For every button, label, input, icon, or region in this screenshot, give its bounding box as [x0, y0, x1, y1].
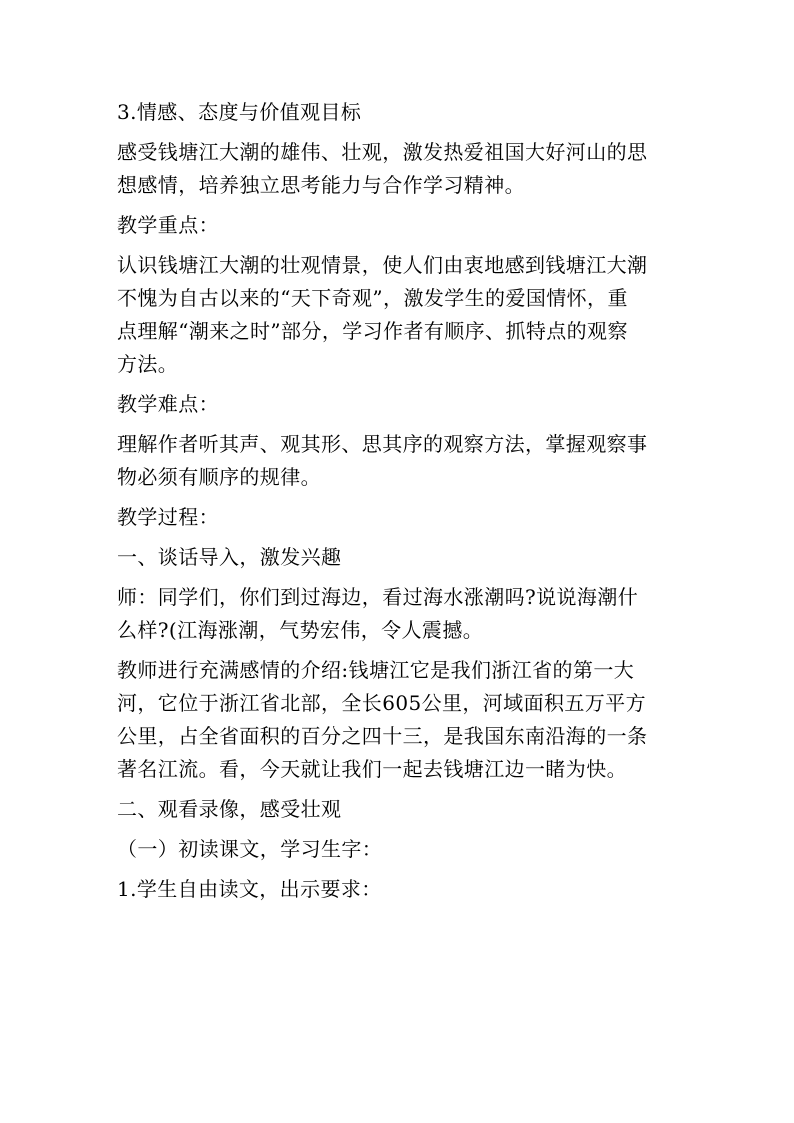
text-line: 点理解“潮来之时”部分，学习作者有顺序、抓特点的观察: [117, 319, 628, 343]
document-body: [117, 96, 677, 913]
text-line: 方法。: [117, 352, 179, 376]
difficulty-heading: 教学难点：: [117, 392, 219, 416]
text-line: 感受钱塘江大潮的雄伟、壮观，激发热爱祖国大好河山的思: [117, 140, 648, 164]
text-line: 么样?(江海涨潮，气势宏伟，令人震撼。: [117, 618, 484, 642]
step-two-heading: 二、观看录像，感受壮观: [117, 797, 342, 821]
item-one: 1.学生自由读文，出示要求：: [117, 877, 382, 901]
key-points-heading: 教学重点：: [117, 213, 219, 237]
key-points-paragraph: [117, 249, 677, 381]
sub-step-one-heading: （一）初读课文，学习生字：: [117, 837, 383, 861]
goal-paragraph: [117, 136, 677, 202]
text-line: 想感情，培养独立思考能力与合作学习精神。: [117, 173, 525, 197]
text-line: 著名江流。看，今天就让我们一起去钱塘江边一睹为快。: [117, 757, 627, 781]
text-line: 师：同学们，你们到过海边，看过海水涨潮吗?说说海潮什: [117, 585, 639, 609]
text-line: 不愧为自古以来的“天下奇观”，激发学生的爱国情怀，重: [117, 286, 628, 310]
text-line: 物必须有顺序的规律。: [117, 465, 321, 489]
difficulty-paragraph: [117, 428, 677, 494]
teacher-question-paragraph: [117, 581, 677, 647]
text-line: 教师进行充满感情的介绍:钱塘江它是我们浙江省的第一大: [117, 658, 635, 682]
text-line: 理解作者听其声、观其形、思其序的观察方法，掌握观察事: [117, 432, 648, 456]
step-one-heading: 一、谈话导入，激发兴趣: [117, 545, 342, 569]
text-line: 认识钱塘江大潮的壮观情景，使人们由衷地感到钱塘江大潮: [117, 253, 648, 277]
text-line: 河，它位于浙江省北部，全长605公里，河域面积五万平方: [117, 691, 646, 715]
teacher-intro-paragraph: [117, 654, 677, 786]
text-line: 公里，占全省面积的百分之四十三，是我国东南沿海的一条: [117, 724, 648, 748]
goal-heading: 3.情感、态度与价值观目标: [117, 100, 362, 124]
process-heading: 教学过程：: [117, 505, 219, 529]
